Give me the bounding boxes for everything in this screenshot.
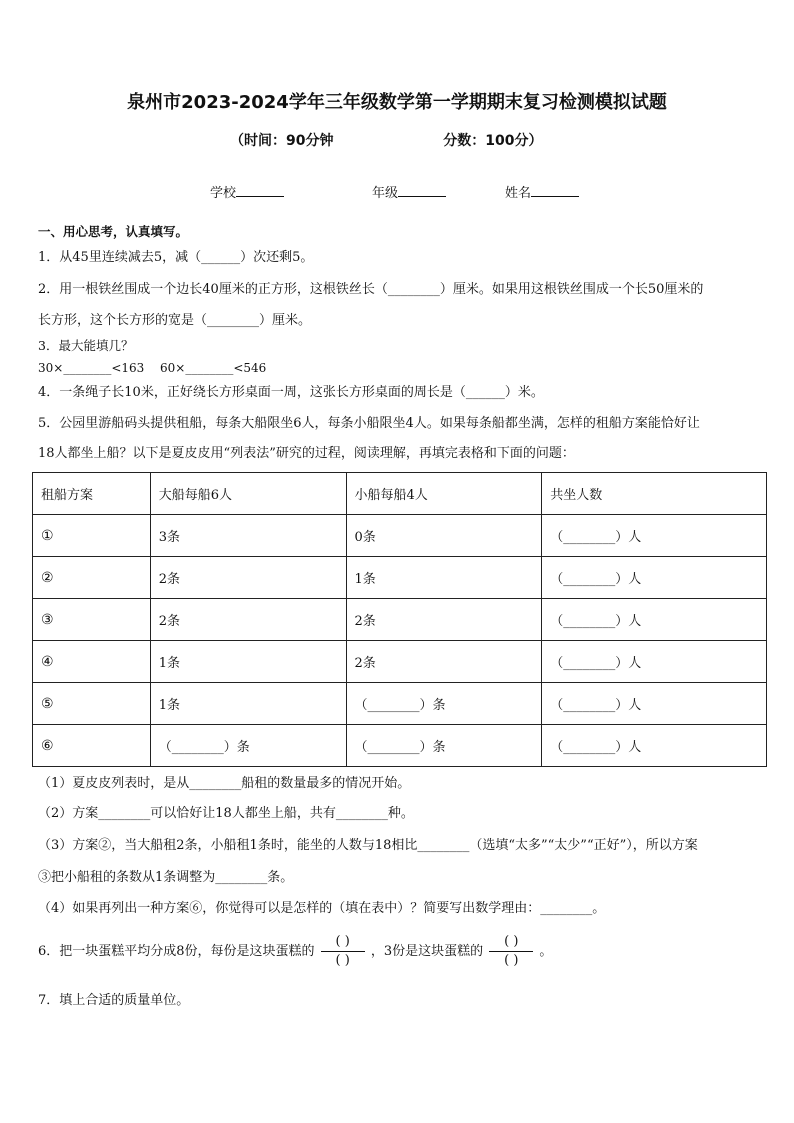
answer-cell[interactable]: （________）条 — [346, 683, 542, 725]
question-6 — [38, 932, 552, 972]
school-field — [210, 182, 284, 201]
page-title: 泉州市2023-2024学年三年级数学第一学期期末复习检测模拟试题 — [127, 92, 667, 113]
question-5-sub2: （2）方案________可以恰好让18人都坐上船，共有________种。 — [38, 806, 414, 821]
table-cell: 1条 — [346, 557, 542, 599]
section-heading: 一、用心思考，认真填写。 — [38, 224, 189, 239]
question-5-line1: 5．公园里游船码头提供租船，每条大船限坐6人，每条小船限坐4人。如果每条船都坐满，怎样的租船方案能恰好让 — [38, 416, 700, 431]
table-header-row — [33, 473, 767, 515]
table-row — [33, 599, 767, 641]
table-cell: 0条 — [346, 515, 542, 557]
table-cell: 1条 — [150, 683, 346, 725]
question-6-part2: ，3份是这块蛋糕的 — [370, 944, 484, 959]
question-3-title: 3．最大能填几？ — [38, 338, 134, 353]
answer-cell[interactable]: （________）人 — [542, 515, 767, 557]
school-blank[interactable] — [236, 184, 284, 197]
table-cell: 2条 — [346, 641, 542, 683]
fraction-answer-1[interactable] — [321, 934, 365, 969]
question-5-sub1: （1）夏皮皮列表时，是从________船租的数量最多的情况开始。 — [38, 776, 411, 791]
fraction-denominator-blank: ( ) — [504, 953, 519, 968]
question-1: 1．从45里连续减去5，减（______）次还剩5。 — [38, 250, 314, 265]
table-header-cell: 大船每船6人 — [150, 473, 346, 515]
table-cell: 2条 — [150, 557, 346, 599]
grade-field — [372, 182, 446, 201]
fraction-numerator-blank: ( ) — [504, 934, 519, 949]
name-blank[interactable] — [531, 184, 579, 197]
table-row — [33, 725, 767, 767]
question-2-line1: 2．用一根铁丝围成一个边长40厘米的正方形，这根铁丝长（________）厘米。如果用这根铁丝围成一个长50厘米的 — [38, 282, 704, 297]
table-row — [33, 683, 767, 725]
answer-cell[interactable]: （________）人 — [542, 683, 767, 725]
question-7: 7．填上合适的质量单位。 — [38, 993, 190, 1008]
table-header-cell: 租船方案 — [33, 473, 151, 515]
answer-cell[interactable]: （________）条 — [150, 725, 346, 767]
plan-number: ⑥ — [33, 725, 151, 767]
table-row — [33, 515, 767, 557]
answer-cell[interactable]: （________）人 — [542, 557, 767, 599]
table-cell: 2条 — [150, 599, 346, 641]
exam-meta — [230, 130, 542, 150]
question-3-a: 30×________<163 — [38, 361, 145, 375]
fraction-bar — [489, 951, 533, 952]
question-3-b: 60×________<546 — [160, 361, 267, 375]
question-5-sub4: （4）如果再列出一种方案⑥，你觉得可以是怎样的（填在表中）？简要写出数学理由：________。 — [38, 901, 606, 916]
answer-cell[interactable]: （________）条 — [346, 725, 542, 767]
question-2-line2: 长方形，这个长方形的宽是（________）厘米。 — [38, 313, 312, 328]
plan-number: ③ — [33, 599, 151, 641]
school-label: 学校 — [210, 186, 237, 201]
table-header-cell: 共坐人数 — [542, 473, 767, 515]
table-header-cell: 小船每船4人 — [346, 473, 542, 515]
table-cell: 2条 — [346, 599, 542, 641]
fraction-numerator-blank: ( ) — [335, 934, 350, 949]
table-row — [33, 557, 767, 599]
plan-number: ⑤ — [33, 683, 151, 725]
grade-label: 年级 — [372, 186, 399, 201]
plan-number: ② — [33, 557, 151, 599]
question-6-part1: 6．把一块蛋糕平均分成8份，每份是这块蛋糕的 — [38, 944, 315, 959]
boat-rental-table — [32, 472, 767, 767]
grade-blank[interactable] — [398, 184, 446, 197]
answer-cell[interactable]: （________）人 — [542, 599, 767, 641]
plan-number: ① — [33, 515, 151, 557]
question-5-sub3a: （3）方案②，当大船租2条，小船租1条时，能坐的人数与18相比________（选填“太多”“太少”“正好”），所以方案 — [38, 838, 698, 853]
plan-number: ④ — [33, 641, 151, 683]
table-row — [33, 641, 767, 683]
exam-time: （时间：90分钟 — [230, 133, 334, 149]
name-field — [505, 182, 579, 201]
table-cell: 1条 — [150, 641, 346, 683]
question-5-sub3b: ③把小船租的条数从1条调整为________条。 — [38, 870, 294, 885]
answer-cell[interactable]: （________）人 — [542, 641, 767, 683]
question-5-line2: 18人都坐上船？以下是夏皮皮用“列表法”研究的过程，阅读理解，再填完表格和下面的问题： — [38, 446, 575, 461]
name-label: 姓名 — [505, 186, 532, 201]
question-6-part3: 。 — [539, 944, 553, 959]
question-4: 4．一条绳子长10米，正好绕长方形桌面一周，这张长方形桌面的周长是（______）米。 — [38, 385, 544, 400]
answer-cell[interactable]: （________）人 — [542, 725, 767, 767]
fraction-answer-2[interactable] — [489, 934, 533, 969]
exam-score: 分数：100分） — [443, 133, 543, 149]
table-cell: 3条 — [150, 515, 346, 557]
fraction-bar — [321, 951, 365, 952]
fraction-denominator-blank: ( ) — [335, 953, 350, 968]
